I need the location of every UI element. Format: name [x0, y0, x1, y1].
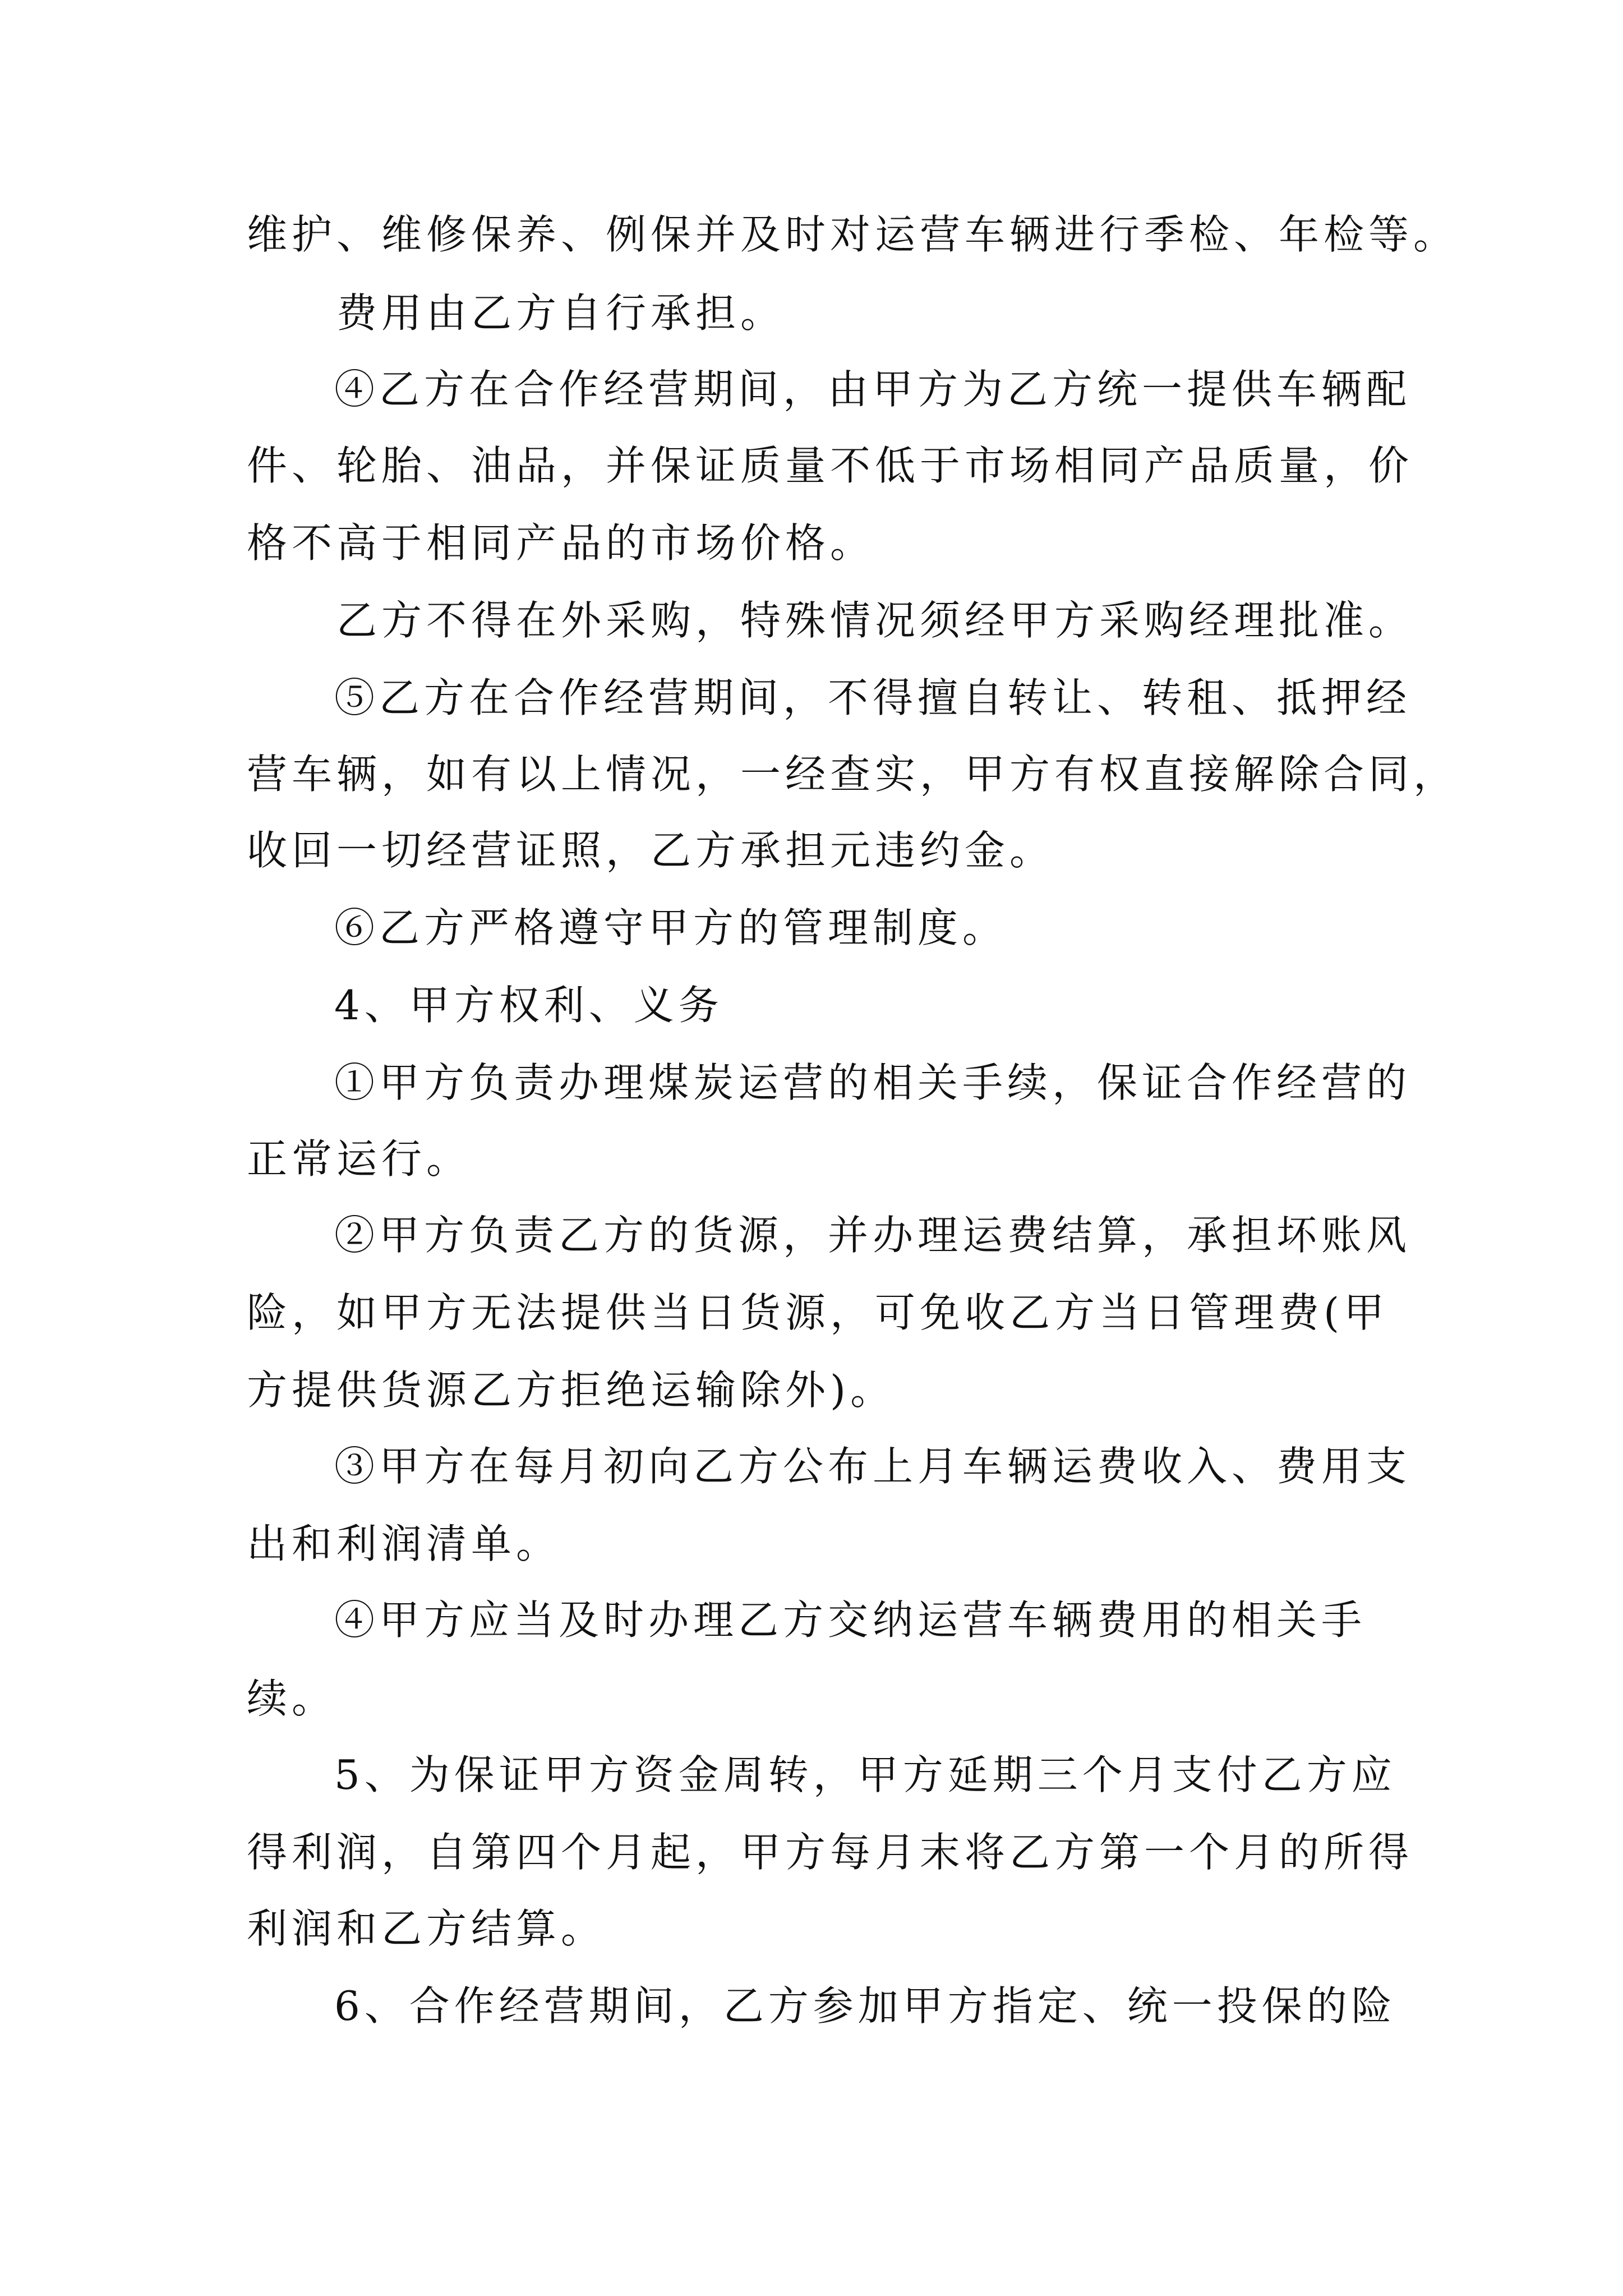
text-line: 收回一切经营证照，乙方承担元违约金。 [247, 827, 1055, 874]
text-line: 方提供货源乙方拒绝运输除外)。 [247, 1366, 896, 1414]
text-line: 正常运行。 [247, 1135, 472, 1182]
text-line: 5、为保证甲方资金周转，甲方延期三个月支付乙方应 [334, 1751, 1396, 1798]
text-line: 续。 [247, 1675, 337, 1722]
text-line: 格不高于相同产品的市场价格。 [247, 519, 875, 567]
text-line: 费用由乙方自行承担。 [336, 289, 786, 337]
text-line: 营车辆，如有以上情况，一经查实，甲方有权直接解除合同， [247, 751, 1459, 798]
text-line: ③甲方在每月初向乙方公布上月车辆运费收入、费用支 [334, 1443, 1412, 1490]
text-line: 利润和乙方结算。 [247, 1905, 606, 1952]
text-line: ④乙方在合作经营期间，由甲方为乙方统一提供车辆配 [334, 366, 1412, 413]
text-line: 险，如甲方无法提供当日货源，可免收乙方当日管理费(甲 [247, 1289, 1389, 1336]
section-heading: 4、甲方权利、义务 [334, 982, 723, 1029]
text-line: 维护、维修保养、例保并及时对运营车辆进行季检、年检等。 [247, 211, 1459, 258]
text-line: ⑥乙方严格遵守甲方的管理制度。 [334, 904, 1008, 951]
text-line: ⑤乙方在合作经营期间，不得擅自转让、转租、抵押经 [334, 674, 1412, 721]
text-line: 出和利润清单。 [247, 1520, 561, 1567]
text-line: 得利润，自第四个月起，甲方每月末将乙方第一个月的所得 [247, 1829, 1414, 1876]
text-line: 件、轮胎、油品，并保证质量不低于市场相同产品质量，价 [247, 442, 1414, 489]
text-line: ②甲方负责乙方的货源，并办理运费结算，承担坏账风 [334, 1212, 1412, 1259]
text-line: 乙方不得在外采购，特殊情况须经甲方采购经理批准。 [336, 597, 1414, 644]
text-line: ①甲方负责办理煤炭运营的相关手续，保证合作经营的 [334, 1059, 1412, 1106]
text-line: 6、合作经营期间，乙方参加甲方指定、统一投保的险 [334, 1982, 1396, 2030]
text-line: ④甲方应当及时办理乙方交纳运营车辆费用的相关手 [334, 1596, 1367, 1644]
